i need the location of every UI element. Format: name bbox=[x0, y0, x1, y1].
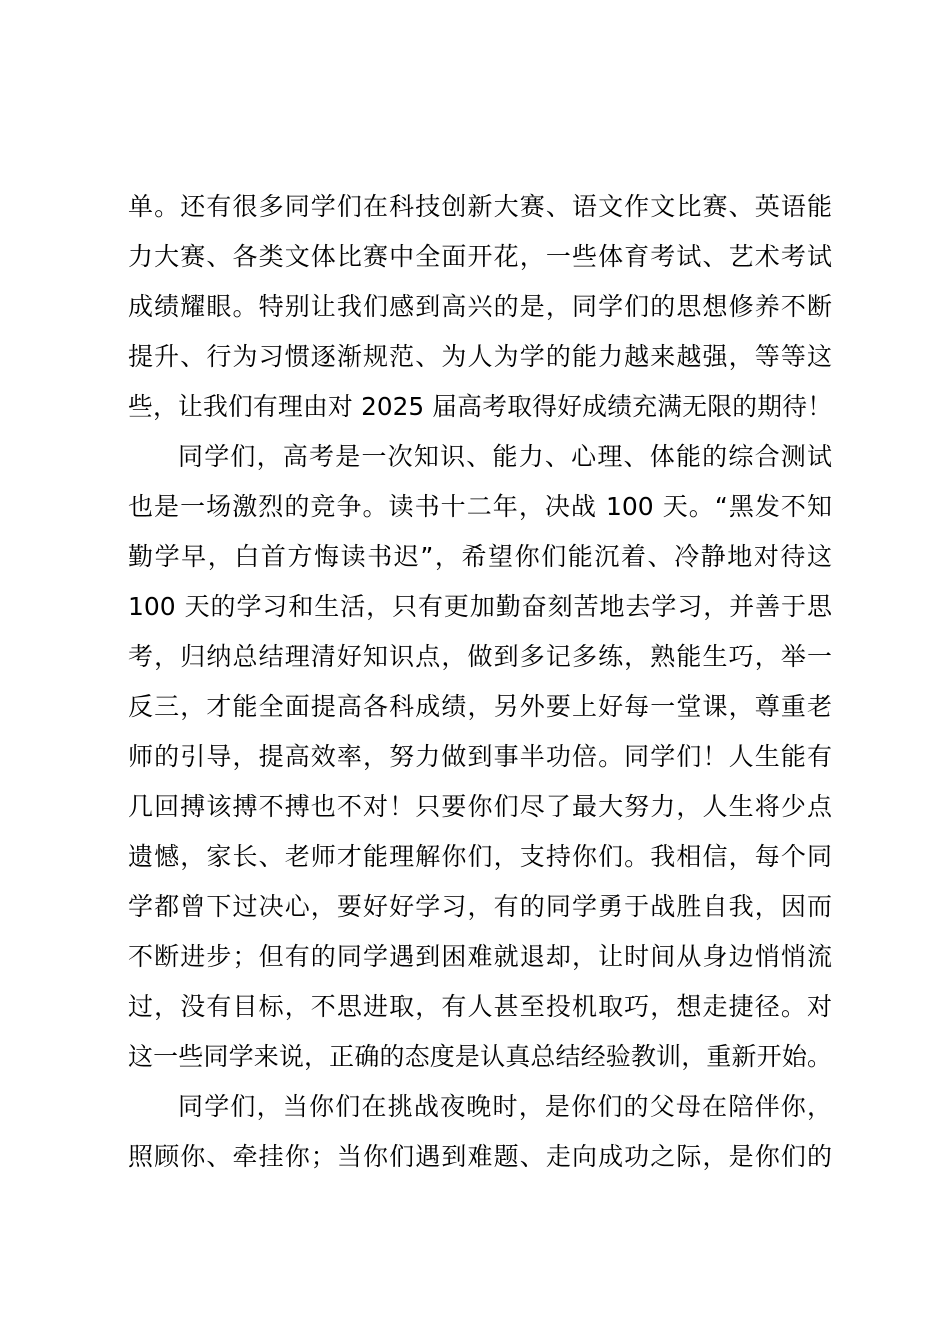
text-line: 师的引导，提高效率，努力做到事半功倍。同学们！人生能有 bbox=[128, 742, 832, 771]
text-line: 几回搏该搏不搏也不对！只要你们尽了最大努力，人生将少点 bbox=[128, 792, 832, 821]
text-line: 成绩耀眼。特别让我们感到高兴的是，同学们的思想修养不断 bbox=[128, 292, 832, 321]
text-line: 反三，才能全面提高各科成绩，另外要上好每一堂课，尊重老 bbox=[128, 692, 832, 721]
paragraph-first-line: 同学们，当你们在挑战夜晚时，是你们的父母在陪伴你， bbox=[178, 1092, 832, 1121]
text-line: 遗憾，家长、老师才能理解你们，支持你们。我相信，每个同 bbox=[128, 842, 832, 871]
text-line: 过，没有目标，不思进取，有人甚至投机取巧，想走捷径。对 bbox=[128, 992, 832, 1021]
text-line: 不断进步；但有的同学遇到困难就退却，让时间从身边悄悄流 bbox=[128, 942, 832, 971]
text-line: 学都曾下过决心，要好好学习，有的同学勇于战胜自我，因而 bbox=[128, 892, 832, 921]
text-line: 100 天的学习和生活，只有更加勤奋刻苦地去学习，并善于思 bbox=[128, 592, 832, 621]
text-line: 勤学早，白首方悔读书迟”，希望你们能沉着、冷静地对待这 bbox=[128, 542, 832, 571]
text-line: 这一些同学来说，正确的态度是认真总结经验教训，重新开始。 bbox=[128, 1042, 832, 1071]
text-line: 也是一场激烈的竞争。读书十二年，决战 100 天。“黑发不知 bbox=[128, 492, 832, 521]
text-line: 考，归纳总结理清好知识点，做到多记多练，熟能生巧，举一 bbox=[128, 642, 832, 671]
text-line: 照顾你、牵挂你；当你们遇到难题、走向成功之际，是你们的 bbox=[128, 1142, 832, 1171]
paragraph-first-line: 同学们，高考是一次知识、能力、心理、体能的综合测试 bbox=[178, 442, 832, 471]
text-line: 力大赛、各类文体比赛中全面开花，一些体育考试、艺术考试 bbox=[128, 242, 832, 271]
text-line: 些，让我们有理由对 2025 届高考取得好成绩充满无限的期待！ bbox=[128, 392, 832, 421]
body-text bbox=[128, 182, 832, 1182]
text-line: 单。还有很多同学们在科技创新大赛、语文作文比赛、英语能 bbox=[128, 192, 832, 221]
text-line: 提升、行为习惯逐渐规范、为人为学的能力越来越强，等等这 bbox=[128, 342, 832, 371]
